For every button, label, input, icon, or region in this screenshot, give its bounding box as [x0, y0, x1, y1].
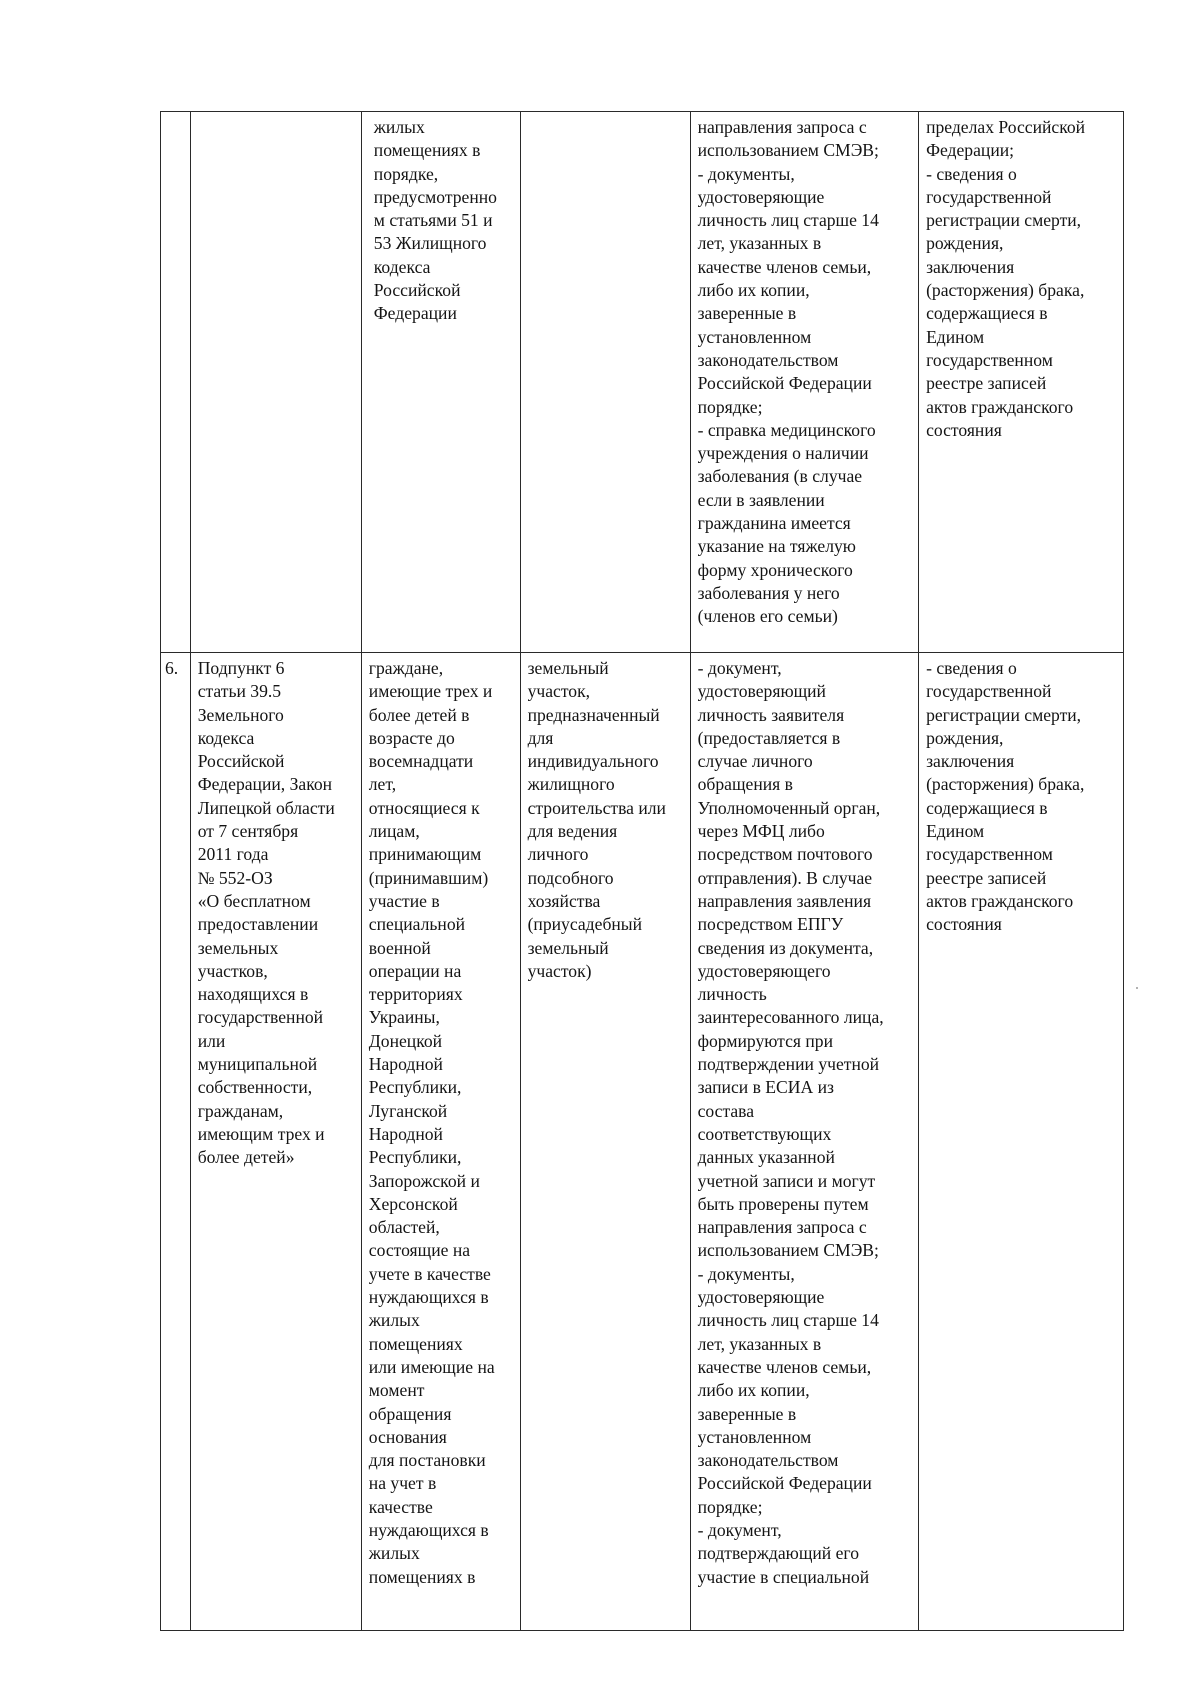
- cell-required-documents: [690, 653, 918, 1631]
- cell-number: [161, 653, 191, 1631]
- cell-legal-basis: [190, 653, 361, 1631]
- table-row-continued: [161, 112, 1124, 653]
- cell-eligible-persons: [361, 653, 520, 1631]
- cell-requested-information: [919, 653, 1124, 1631]
- services-table: [160, 111, 1124, 1631]
- cell-requested-information-text: пределах Российской Федерации; - сведения о государственной регистрации смерти, рождения, заключения (расторжения) брака, содержащиеся в Едином государственном реестре записей актов гражданского состояния: [926, 117, 1086, 440]
- cell-eligible-persons-text: граждане, имеющие трех и более детей в возрасте до восемнадцати лет, относящиеся к лицам, принимающим (принимавшим) участие в специальной военной операции на территориях Украины, Донецкой Народной Республики, Луганской Народной Республики, Запорожской и Херсонской областей, состоящие на учете в качестве нуждающихся в жилых помещениях или имеющие на момент обращения основания для постановки на учет в качестве нуждающихся в жилых помещениях в: [368, 658, 495, 1587]
- table-row-6: [161, 653, 1124, 1631]
- cell-legal-basis: [190, 112, 361, 653]
- cell-required-documents-text: - документ, удостоверяющий личность заявителя (предоставляется в случае личного обращения в Уполномоченный орган, через МФЦ либо посредством почтового отправления). В случае направления заявления посредством ЕПГУ сведения из документа, удостоверяющего личность заинтересованного лица, формируются при подтверждении учетной записи в ЕСИА из состава соответствующих данных указанной учетной записи и могут быть проверены путем направления запроса с использованием СМЭВ; - документы, удостоверяющие личность лиц старше 14 лет, указанных в качестве членов семьи, либо их копии, заверенные в установленном законодательством Российской Федерации порядке; - документ, подтверждающий его участие в специальной: [697, 658, 884, 1587]
- cell-land-type: [520, 653, 690, 1631]
- cell-land-type: [520, 112, 690, 653]
- cell-required-documents: [690, 112, 918, 653]
- cell-requested-information: [919, 112, 1124, 653]
- cell-land-type-text: земельный участок, предназначенный для индивидуального жилищного строительства или для ведения личного подсобного хозяйства (приусадебный земельный участок): [527, 658, 666, 981]
- cell-requested-information-text: - сведения о государственной регистрации смерти, рождения, заключения (расторжения) брака, содержащиеся в Едином государственном реестре записей актов гражданского состояния: [926, 658, 1085, 935]
- cell-legal-basis-text: Подпункт 6 статьи 39.5 Земельного кодекса Российской Федерации, Закон Липецкой области от 7 сентября 2011 года № 552-ОЗ «О бесплатном предоставлении земельных участков, находящихся в государственной или муниципальной собственности, гражданам, имеющим трех и более детей»: [197, 658, 335, 1168]
- cell-eligible-persons: [361, 112, 520, 653]
- cell-eligible-persons-text: жилых помещениях в порядке, предусмотренно м статьями 51 и 53 Жилищного кодекса Российской Федерации: [373, 117, 497, 324]
- cell-number-text: 6.: [165, 658, 179, 678]
- cell-number: [161, 112, 191, 653]
- cell-required-documents-text: направления запроса с использованием СМЭВ; - документы, удостоверяющие личность лиц старше 14 лет, указанных в качестве членов семьи, либо их копии, заверенные в установленном законодательством Российской Федерации порядке; - справка медицинского учреждения о наличии заболевания (в случае если в заявлении гражданина имеется указание на тяжелую форму хронического заболевания у него (членов его семьи): [697, 117, 879, 627]
- scan-speck: [1136, 987, 1138, 989]
